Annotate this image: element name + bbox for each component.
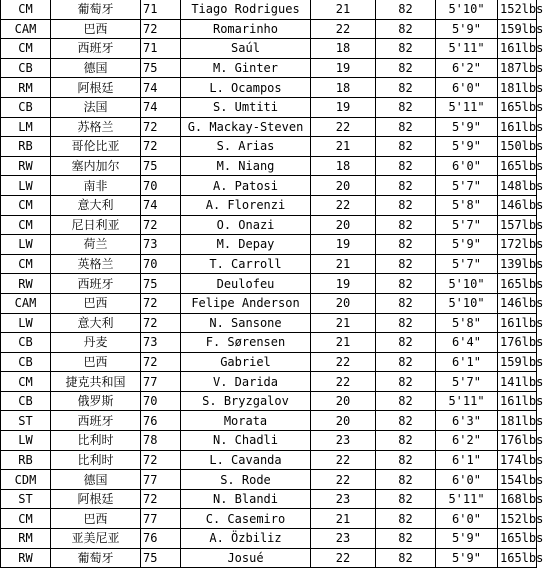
table-row — [1, 372, 537, 392]
age-cell: 23 — [311, 431, 376, 451]
player-name-cell: T. Carroll — [181, 254, 311, 274]
overall-rating-cell: 76 — [141, 411, 181, 431]
overall-rating-cell: 72 — [141, 489, 181, 509]
weight-cell: 181lbs — [498, 78, 537, 98]
potential-rating-cell: 82 — [376, 254, 436, 274]
table-row — [1, 254, 537, 274]
overall-rating-cell: 70 — [141, 254, 181, 274]
overall-rating-cell: 72 — [141, 215, 181, 235]
table-row — [1, 391, 537, 411]
overall-rating-cell: 75 — [141, 274, 181, 294]
nationality-cell: 丹麦 — [51, 333, 141, 353]
height-cell: 5'8" — [436, 313, 498, 333]
height-cell: 6'2" — [436, 58, 498, 78]
table-row — [1, 19, 537, 39]
age-cell: 22 — [311, 195, 376, 215]
position-cell: RW — [1, 274, 51, 294]
player-name-cell: N. Blandi — [181, 489, 311, 509]
age-cell: 20 — [311, 215, 376, 235]
weight-cell: 152lbs — [498, 0, 537, 19]
weight-cell: 146lbs — [498, 293, 537, 313]
player-name-cell: Deulofeu — [181, 274, 311, 294]
player-name-cell: F. Sørensen — [181, 333, 311, 353]
table-row — [1, 293, 537, 313]
potential-rating-cell: 82 — [376, 0, 436, 19]
player-name-cell: M. Depay — [181, 235, 311, 255]
age-cell: 18 — [311, 156, 376, 176]
potential-rating-cell: 82 — [376, 58, 436, 78]
weight-cell: 150lbs — [498, 137, 537, 157]
nationality-cell: 哥伦比亚 — [51, 137, 141, 157]
potential-rating-cell: 82 — [376, 215, 436, 235]
potential-rating-cell: 82 — [376, 235, 436, 255]
weight-cell: 159lbs — [498, 352, 537, 372]
overall-rating-cell: 75 — [141, 156, 181, 176]
position-cell: ST — [1, 489, 51, 509]
table-row — [1, 333, 537, 353]
player-name-cell: G. Mackay-Steven — [181, 117, 311, 137]
potential-rating-cell: 82 — [376, 529, 436, 549]
weight-cell: 148lbs — [498, 176, 537, 196]
height-cell: 5'10" — [436, 293, 498, 313]
player-name-cell: M. Ginter — [181, 58, 311, 78]
nationality-cell: 南非 — [51, 176, 141, 196]
overall-rating-cell: 72 — [141, 19, 181, 39]
age-cell: 22 — [311, 19, 376, 39]
weight-cell: 165lbs — [498, 548, 537, 568]
position-cell: CB — [1, 97, 51, 117]
nationality-cell: 俄罗斯 — [51, 391, 141, 411]
player-name-cell: Morata — [181, 411, 311, 431]
overall-rating-cell: 71 — [141, 39, 181, 59]
nationality-cell: 巴西 — [51, 19, 141, 39]
nationality-cell: 荷兰 — [51, 235, 141, 255]
weight-cell: 165lbs — [498, 529, 537, 549]
position-cell: RW — [1, 548, 51, 568]
age-cell: 19 — [311, 97, 376, 117]
height-cell: 5'7" — [436, 254, 498, 274]
potential-rating-cell: 82 — [376, 352, 436, 372]
overall-rating-cell: 74 — [141, 78, 181, 98]
age-cell: 19 — [311, 58, 376, 78]
position-cell: LW — [1, 431, 51, 451]
position-cell: RW — [1, 156, 51, 176]
table-row — [1, 352, 537, 372]
potential-rating-cell: 82 — [376, 411, 436, 431]
position-cell: RB — [1, 450, 51, 470]
age-cell: 22 — [311, 450, 376, 470]
player-name-cell: Gabriel — [181, 352, 311, 372]
overall-rating-cell: 73 — [141, 235, 181, 255]
height-cell: 6'0" — [436, 470, 498, 490]
height-cell: 6'0" — [436, 156, 498, 176]
nationality-cell: 捷克共和国 — [51, 372, 141, 392]
position-cell: LW — [1, 313, 51, 333]
age-cell: 22 — [311, 352, 376, 372]
age-cell: 21 — [311, 0, 376, 19]
position-cell: CB — [1, 352, 51, 372]
nationality-cell: 亚美尼亚 — [51, 529, 141, 549]
nationality-cell: 阿根廷 — [51, 78, 141, 98]
position-cell: CM — [1, 39, 51, 59]
table-row — [1, 509, 537, 529]
weight-cell: 139lbs — [498, 254, 537, 274]
weight-cell: 174lbs — [498, 450, 537, 470]
nationality-cell: 西班牙 — [51, 39, 141, 59]
height-cell: 6'0" — [436, 509, 498, 529]
height-cell: 5'9" — [436, 529, 498, 549]
overall-rating-cell: 74 — [141, 97, 181, 117]
position-cell: CM — [1, 372, 51, 392]
position-cell: CB — [1, 333, 51, 353]
position-cell: CM — [1, 254, 51, 274]
height-cell: 5'7" — [436, 372, 498, 392]
height-cell: 5'9" — [436, 235, 498, 255]
position-cell: LW — [1, 235, 51, 255]
nationality-cell: 英格兰 — [51, 254, 141, 274]
potential-rating-cell: 82 — [376, 431, 436, 451]
position-cell: CB — [1, 58, 51, 78]
overall-rating-cell: 70 — [141, 176, 181, 196]
overall-rating-cell: 72 — [141, 293, 181, 313]
table-row — [1, 39, 537, 59]
height-cell: 6'2" — [436, 431, 498, 451]
height-cell: 5'11" — [436, 391, 498, 411]
weight-cell: 176lbs — [498, 431, 537, 451]
player-name-cell: Saúl — [181, 39, 311, 59]
weight-cell: 161lbs — [498, 117, 537, 137]
overall-rating-cell: 75 — [141, 548, 181, 568]
potential-rating-cell: 82 — [376, 313, 436, 333]
potential-rating-cell: 82 — [376, 293, 436, 313]
nationality-cell: 比利时 — [51, 431, 141, 451]
age-cell: 23 — [311, 489, 376, 509]
age-cell: 22 — [311, 372, 376, 392]
overall-rating-cell: 76 — [141, 529, 181, 549]
position-cell: RB — [1, 137, 51, 157]
overall-rating-cell: 77 — [141, 509, 181, 529]
nationality-cell: 德国 — [51, 58, 141, 78]
nationality-cell: 巴西 — [51, 352, 141, 372]
table-row — [1, 274, 537, 294]
player-name-cell: M. Niang — [181, 156, 311, 176]
table-row — [1, 470, 537, 490]
weight-cell: 154lbs — [498, 470, 537, 490]
age-cell: 19 — [311, 274, 376, 294]
overall-rating-cell: 72 — [141, 137, 181, 157]
potential-rating-cell: 82 — [376, 137, 436, 157]
table-row — [1, 313, 537, 333]
height-cell: 5'10" — [436, 274, 498, 294]
height-cell: 5'9" — [436, 548, 498, 568]
potential-rating-cell: 82 — [376, 470, 436, 490]
height-cell: 5'9" — [436, 117, 498, 137]
weight-cell: 165lbs — [498, 156, 537, 176]
age-cell: 21 — [311, 254, 376, 274]
overall-rating-cell: 75 — [141, 58, 181, 78]
overall-rating-cell: 72 — [141, 450, 181, 470]
height-cell: 6'3" — [436, 411, 498, 431]
nationality-cell: 意大利 — [51, 313, 141, 333]
age-cell: 20 — [311, 411, 376, 431]
player-name-cell: S. Umtiti — [181, 97, 311, 117]
table-row — [1, 0, 537, 19]
height-cell: 5'10" — [436, 0, 498, 19]
position-cell: RM — [1, 78, 51, 98]
overall-rating-cell: 71 — [141, 0, 181, 19]
potential-rating-cell: 82 — [376, 548, 436, 568]
nationality-cell: 塞内加尔 — [51, 156, 141, 176]
potential-rating-cell: 82 — [376, 97, 436, 117]
player-name-cell: Felipe Anderson — [181, 293, 311, 313]
overall-rating-cell: 72 — [141, 352, 181, 372]
height-cell: 5'9" — [436, 137, 498, 157]
position-cell: LW — [1, 176, 51, 196]
height-cell: 5'11" — [436, 97, 498, 117]
weight-cell: 165lbs — [498, 274, 537, 294]
height-cell: 5'11" — [436, 39, 498, 59]
weight-cell: 146lbs — [498, 195, 537, 215]
weight-cell: 181lbs — [498, 411, 537, 431]
age-cell: 19 — [311, 235, 376, 255]
position-cell: CB — [1, 391, 51, 411]
player-name-cell: S. Arias — [181, 137, 311, 157]
player-name-cell: V. Darida — [181, 372, 311, 392]
table-row — [1, 78, 537, 98]
table-row — [1, 450, 537, 470]
age-cell: 21 — [311, 313, 376, 333]
overall-rating-cell: 77 — [141, 372, 181, 392]
weight-cell: 141lbs — [498, 372, 537, 392]
nationality-cell: 葡萄牙 — [51, 0, 141, 19]
weight-cell: 157lbs — [498, 215, 537, 235]
nationality-cell: 西班牙 — [51, 274, 141, 294]
height-cell: 5'7" — [436, 215, 498, 235]
overall-rating-cell: 77 — [141, 470, 181, 490]
overall-rating-cell: 73 — [141, 333, 181, 353]
position-cell: CM — [1, 195, 51, 215]
age-cell: 21 — [311, 137, 376, 157]
position-cell: CM — [1, 509, 51, 529]
age-cell: 20 — [311, 176, 376, 196]
position-cell: CM — [1, 0, 51, 19]
weight-cell: 152lbs — [498, 509, 537, 529]
table-row — [1, 117, 537, 137]
potential-rating-cell: 82 — [376, 333, 436, 353]
potential-rating-cell: 82 — [376, 489, 436, 509]
player-name-cell: A. Özbiliz — [181, 529, 311, 549]
potential-rating-cell: 82 — [376, 176, 436, 196]
age-cell: 22 — [311, 548, 376, 568]
age-cell: 21 — [311, 333, 376, 353]
weight-cell: 161lbs — [498, 391, 537, 411]
age-cell: 22 — [311, 470, 376, 490]
age-cell: 18 — [311, 39, 376, 59]
age-cell: 21 — [311, 509, 376, 529]
nationality-cell: 法国 — [51, 97, 141, 117]
height-cell: 5'9" — [436, 19, 498, 39]
potential-rating-cell: 82 — [376, 450, 436, 470]
table-row — [1, 235, 537, 255]
nationality-cell: 巴西 — [51, 293, 141, 313]
nationality-cell: 苏格兰 — [51, 117, 141, 137]
position-cell: CAM — [1, 293, 51, 313]
position-cell: LM — [1, 117, 51, 137]
table-row — [1, 176, 537, 196]
weight-cell: 168lbs — [498, 489, 537, 509]
table-row — [1, 58, 537, 78]
potential-rating-cell: 82 — [376, 39, 436, 59]
table-row — [1, 548, 537, 568]
age-cell: 20 — [311, 391, 376, 411]
table-row — [1, 529, 537, 549]
player-name-cell: L. Cavanda — [181, 450, 311, 470]
height-cell: 6'4" — [436, 333, 498, 353]
age-cell: 20 — [311, 293, 376, 313]
player-name-cell: N. Chadli — [181, 431, 311, 451]
nationality-cell: 德国 — [51, 470, 141, 490]
table-row — [1, 431, 537, 451]
potential-rating-cell: 82 — [376, 372, 436, 392]
position-cell: CDM — [1, 470, 51, 490]
potential-rating-cell: 82 — [376, 19, 436, 39]
position-cell: CM — [1, 215, 51, 235]
weight-cell: 176lbs — [498, 333, 537, 353]
nationality-cell: 意大利 — [51, 195, 141, 215]
weight-cell: 161lbs — [498, 313, 537, 333]
height-cell: 5'11" — [436, 489, 498, 509]
position-cell: RM — [1, 529, 51, 549]
table-row — [1, 489, 537, 509]
overall-rating-cell: 78 — [141, 431, 181, 451]
player-name-cell: S. Bryzgalov — [181, 391, 311, 411]
player-name-cell: O. Onazi — [181, 215, 311, 235]
age-cell: 23 — [311, 529, 376, 549]
potential-rating-cell: 82 — [376, 195, 436, 215]
table-row — [1, 137, 537, 157]
position-cell: CAM — [1, 19, 51, 39]
weight-cell: 172lbs — [498, 235, 537, 255]
weight-cell: 161lbs — [498, 39, 537, 59]
potential-rating-cell: 82 — [376, 509, 436, 529]
nationality-cell: 西班牙 — [51, 411, 141, 431]
overall-rating-cell: 72 — [141, 117, 181, 137]
table-row — [1, 156, 537, 176]
overall-rating-cell: 72 — [141, 313, 181, 333]
player-name-cell: Josué — [181, 548, 311, 568]
table-row — [1, 97, 537, 117]
player-name-cell: L. Ocampos — [181, 78, 311, 98]
potential-rating-cell: 82 — [376, 391, 436, 411]
nationality-cell: 尼日利亚 — [51, 215, 141, 235]
nationality-cell: 巴西 — [51, 509, 141, 529]
potential-rating-cell: 82 — [376, 78, 436, 98]
potential-rating-cell: 82 — [376, 274, 436, 294]
player-name-cell: Romarinho — [181, 19, 311, 39]
table-row — [1, 411, 537, 431]
position-cell: ST — [1, 411, 51, 431]
table-row — [1, 215, 537, 235]
player-name-cell: C. Casemiro — [181, 509, 311, 529]
nationality-cell: 阿根廷 — [51, 489, 141, 509]
table-row — [1, 195, 537, 215]
player-name-cell: A. Patosi — [181, 176, 311, 196]
height-cell: 5'8" — [436, 195, 498, 215]
player-table-body — [1, 0, 543, 568]
nationality-cell: 葡萄牙 — [51, 548, 141, 568]
height-cell: 6'1" — [436, 450, 498, 470]
age-cell: 18 — [311, 78, 376, 98]
potential-rating-cell: 82 — [376, 117, 436, 137]
overall-rating-cell: 74 — [141, 195, 181, 215]
player-name-cell: S. Rode — [181, 470, 311, 490]
player-name-cell: A. Florenzi — [181, 195, 311, 215]
height-cell: 6'0" — [436, 78, 498, 98]
nationality-cell: 比利时 — [51, 450, 141, 470]
age-cell: 22 — [311, 117, 376, 137]
potential-rating-cell: 82 — [376, 156, 436, 176]
weight-cell: 165lbs — [498, 97, 537, 117]
player-name-cell: N. Sansone — [181, 313, 311, 333]
overall-rating-cell: 70 — [141, 391, 181, 411]
weight-cell: 187lbs — [498, 58, 537, 78]
height-cell: 6'1" — [436, 352, 498, 372]
height-cell: 5'7" — [436, 176, 498, 196]
weight-cell: 159lbs — [498, 19, 537, 39]
player-name-cell: Tiago Rodrigues — [181, 0, 311, 19]
